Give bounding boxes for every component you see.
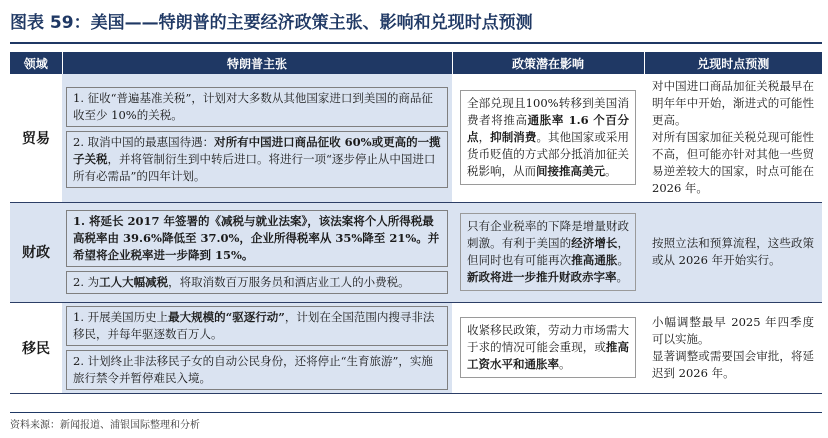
policy-item (66, 271, 448, 294)
text-segment: 。 (605, 164, 617, 179)
timing-line: 按照立法和预算流程，这些政策或从 2026 年开始实行。 (652, 236, 814, 267)
text-segment: 新政将进一步推升财政赤字率 (467, 270, 617, 284)
table-row-immigration (10, 302, 822, 393)
text-segment: 1. 征收“普遍基准关税”，计划对大多数从其他国家进口到美国的商品征收至少 10%的关税。 (73, 91, 433, 123)
header-row (10, 52, 822, 74)
policy-item (66, 350, 448, 390)
timing-text (644, 74, 822, 202)
text-segment: ，计划在全国范围内搜寻非法移民，并每年驱逐数百万人。 (73, 309, 435, 341)
text-segment: 。 (617, 253, 630, 267)
text-segment: 只有企业税率的下降是增量财政刺激。有利于美国的 (467, 219, 629, 250)
timing-line: 对所有国家加征关税兑现可能性不高，但可能亦针对其他一些贸易逆差较大的国家，时点可能在 2026 年。 (652, 130, 814, 196)
timing-text (644, 302, 822, 393)
text-segment: 抑制消费 (490, 130, 537, 145)
domain-cell: 贸易 (10, 74, 62, 202)
text-segment: 2. 计划终止非法移民子女的自动公民身份，还将停止“生育旅游”，实施旅行禁令并暂停难民入境。 (73, 353, 433, 385)
domain-cell: 财政 (10, 202, 62, 302)
title-rule (10, 42, 822, 44)
policy-item (66, 210, 448, 267)
table-row-fiscal (10, 202, 822, 302)
impact-text (460, 317, 636, 378)
timing-line: 小幅调整最早 2025 年四季度可以实施。 (652, 314, 814, 346)
text-segment: 间接推高美元 (536, 164, 605, 179)
text-segment: 2. 取消中国的最惠国待遇： (73, 135, 215, 150)
text-segment: 推高通胀 (571, 253, 618, 267)
text-segment: 对所有中国进口商品征收 60%或更高的一揽子关税 (73, 135, 441, 167)
text-segment: 通胀率 1.6 个百分点 (467, 113, 630, 145)
text-segment: 收紧移民政策，劳动力市场需大于求的情况可能会重现，或 (467, 323, 629, 354)
timing-line: 显著调整或需要国会审批，将延迟到 2026 年。 (652, 348, 814, 380)
policy-item (66, 131, 448, 188)
impact-text (460, 90, 636, 185)
text-segment: ，并将管制衍生到中转后进口。将进行一项“逐步停止从中国进口所有必需品”的四年计划。 (73, 152, 436, 184)
text-segment: 推高工资水平和通胀率 (467, 340, 629, 371)
table-row-trade (10, 74, 822, 202)
impact-text (460, 213, 636, 291)
figure-title: 图表 59：美国——特朗普的主要经济政策主张、影响和兑现时点预测 (10, 13, 533, 33)
policy-item (66, 306, 448, 346)
header-domain: 领域 (10, 52, 62, 74)
text-segment: 1. 将延长 2017 年签署的《减税与就业法案》，该法案将个人所得税最高税率由 39.6%降低至 37.0%，企业所得税率从 35%降至 21%。并希望将企业税率进一步降到 15%。 (73, 214, 440, 262)
header-impact: 政策潜在影响 (452, 52, 644, 74)
timing-text (644, 202, 822, 302)
text-segment: 。 (616, 270, 628, 284)
text-segment: 全部兑现且100%转移到美国消费者将推高 (467, 96, 629, 128)
timing-line: 对中国进口商品加征关税最早在明年年中开始，渐进式的可能性更高。 (652, 79, 814, 128)
text-segment: 2. 为 (73, 275, 100, 289)
text-segment: ，将取消数百万服务员和酒店业工人的小费税。 (168, 275, 410, 289)
text-segment: 最大规模的“驱逐行动” (168, 309, 285, 324)
policy-item (66, 87, 448, 127)
text-segment: 。 (559, 357, 571, 371)
text-segment: ，但同时也有可能再次 (467, 236, 630, 267)
text-segment: 1. 开展美国历史上 (73, 309, 169, 324)
domain-cell: 移民 (10, 302, 62, 393)
text-segment: ， (478, 130, 491, 145)
text-segment: 工人大幅减税 (99, 275, 169, 289)
header-proposal: 特朗普主张 (62, 52, 452, 74)
text-segment: 经济增长 (571, 236, 618, 250)
header-timing: 兑现时点预测 (644, 52, 822, 74)
text-segment: 。其他国家或采用货币贬值的方式部分抵消加征关税影响，从而 (467, 130, 630, 179)
policy-table (10, 52, 822, 394)
source-note: 资料来源：新闻报道、浦银国际整理和分析 (10, 412, 822, 434)
